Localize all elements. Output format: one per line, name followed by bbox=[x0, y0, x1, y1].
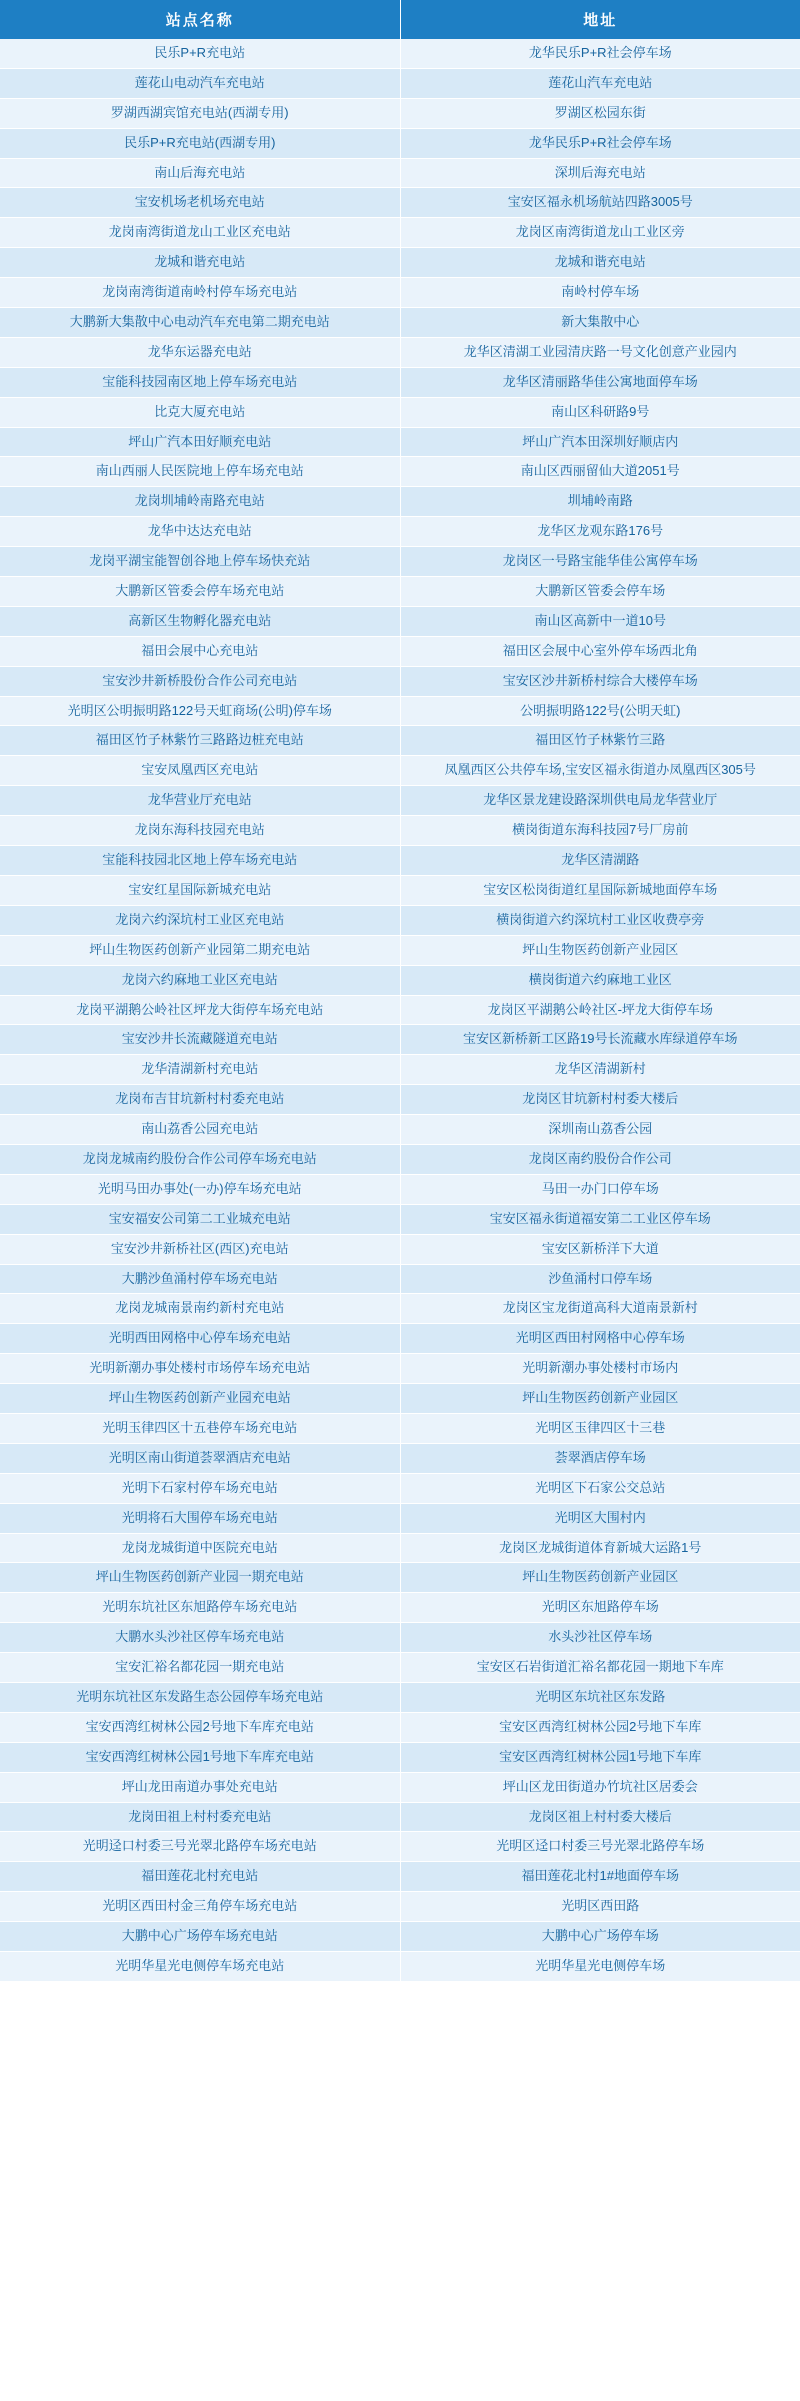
table-row bbox=[0, 1354, 800, 1384]
cell-station-name: 大鹏新区管委会停车场充电站 bbox=[0, 577, 400, 607]
cell-station-name: 坪山龙田南道办事处充电站 bbox=[0, 1772, 400, 1802]
cell-address: 大鹏新区管委会停车场 bbox=[400, 577, 800, 607]
cell-address: 坪山生物医药创新产业园区 bbox=[400, 935, 800, 965]
cell-address: 光明区西田路 bbox=[400, 1892, 800, 1922]
cell-address: 宝安区福永街道福安第二工业区停车场 bbox=[400, 1204, 800, 1234]
table-row bbox=[0, 1174, 800, 1204]
table-row bbox=[0, 696, 800, 726]
cell-station-name: 光明东坑社区东旭路停车场充电站 bbox=[0, 1593, 400, 1623]
table-row bbox=[0, 1204, 800, 1234]
cell-address: 罗湖区松园东街 bbox=[400, 98, 800, 128]
table-row bbox=[0, 846, 800, 876]
cell-station-name: 宝安沙井长流藏隧道充电站 bbox=[0, 1025, 400, 1055]
cell-address: 公明振明路122号(公明天虹) bbox=[400, 696, 800, 726]
cell-station-name: 光明下石家村停车场充电站 bbox=[0, 1473, 400, 1503]
table-row bbox=[0, 1952, 800, 1982]
table-row bbox=[0, 1682, 800, 1712]
cell-address: 福田区竹子林紫竹三路 bbox=[400, 726, 800, 756]
cell-station-name: 龙岗龙城街道中医院充电站 bbox=[0, 1533, 400, 1563]
cell-address: 大鹏中心广场停车场 bbox=[400, 1922, 800, 1952]
cell-address: 南山区科研路9号 bbox=[400, 397, 800, 427]
cell-address: 宝安区石岩街道汇裕名都花园一期地下车库 bbox=[400, 1653, 800, 1683]
table-row bbox=[0, 337, 800, 367]
cell-station-name: 龙城和谐充电站 bbox=[0, 248, 400, 278]
cell-station-name: 宝安汇裕名都花园一期充电站 bbox=[0, 1653, 400, 1683]
table-header bbox=[0, 0, 800, 39]
cell-address: 深圳后海充电站 bbox=[400, 158, 800, 188]
cell-address: 沙鱼涌村口停车场 bbox=[400, 1264, 800, 1294]
table-row bbox=[0, 517, 800, 547]
column-header-station-name: 站点名称 bbox=[0, 0, 400, 39]
cell-station-name: 光明华星光电侧停车场充电站 bbox=[0, 1952, 400, 1982]
table-row bbox=[0, 1892, 800, 1922]
cell-station-name: 南山后海充电站 bbox=[0, 158, 400, 188]
cell-address: 福田区会展中心室外停车场西北角 bbox=[400, 636, 800, 666]
cell-station-name: 光明将石大围停车场充电站 bbox=[0, 1503, 400, 1533]
cell-address: 龙城和谐充电站 bbox=[400, 248, 800, 278]
table-row bbox=[0, 1025, 800, 1055]
table-row bbox=[0, 158, 800, 188]
table-row bbox=[0, 278, 800, 308]
table-row bbox=[0, 1115, 800, 1145]
table-row bbox=[0, 1144, 800, 1174]
table-row bbox=[0, 875, 800, 905]
cell-station-name: 龙岗龙城南景南约新村充电站 bbox=[0, 1294, 400, 1324]
cell-address: 龙华区清丽路华佳公寓地面停车场 bbox=[400, 367, 800, 397]
cell-address: 坪山生物医药创新产业园区 bbox=[400, 1563, 800, 1593]
cell-address: 南山区高新中一道10号 bbox=[400, 606, 800, 636]
cell-address: 光明区迳口村委三号光翠北路停车场 bbox=[400, 1832, 800, 1862]
table-row bbox=[0, 1653, 800, 1683]
table-row bbox=[0, 218, 800, 248]
cell-address: 马田一办门口停车场 bbox=[400, 1174, 800, 1204]
table-row bbox=[0, 1712, 800, 1742]
cell-address: 横岗街道六约麻地工业区 bbox=[400, 965, 800, 995]
table-row bbox=[0, 1473, 800, 1503]
cell-station-name: 大鹏中心广场停车场充电站 bbox=[0, 1922, 400, 1952]
cell-address: 光明区玉律四区十三巷 bbox=[400, 1413, 800, 1443]
table-row bbox=[0, 457, 800, 487]
table-row bbox=[0, 39, 800, 68]
cell-address: 龙华民乐P+R社会停车场 bbox=[400, 39, 800, 68]
cell-address: 龙岗区甘坑新村村委大楼后 bbox=[400, 1085, 800, 1115]
table-row bbox=[0, 1862, 800, 1892]
cell-station-name: 光明区南山街道荟翠酒店充电站 bbox=[0, 1443, 400, 1473]
table-row bbox=[0, 487, 800, 517]
cell-station-name: 龙岗平湖鹅公岭社区坪龙大街停车场充电站 bbox=[0, 995, 400, 1025]
table-row bbox=[0, 606, 800, 636]
cell-station-name: 坪山生物医药创新产业园第二期充电站 bbox=[0, 935, 400, 965]
table-row bbox=[0, 1234, 800, 1264]
cell-station-name: 民乐P+R充电站(西湖专用) bbox=[0, 128, 400, 158]
table-row bbox=[0, 666, 800, 696]
cell-station-name: 宝安沙井新桥股份合作公司充电站 bbox=[0, 666, 400, 696]
table-row bbox=[0, 1085, 800, 1115]
cell-station-name: 龙岗圳埔岭南路充电站 bbox=[0, 487, 400, 517]
cell-address: 光明华星光电侧停车场 bbox=[400, 1952, 800, 1982]
cell-station-name: 宝安福安公司第二工业城充电站 bbox=[0, 1204, 400, 1234]
cell-station-name: 龙岗布吉甘坑新村村委充电站 bbox=[0, 1085, 400, 1115]
cell-station-name: 南山荔香公园充电站 bbox=[0, 1115, 400, 1145]
table-row bbox=[0, 1922, 800, 1952]
table-row bbox=[0, 577, 800, 607]
cell-address: 光明区下石家公交总站 bbox=[400, 1473, 800, 1503]
cell-address: 龙岗区龙城街道体育新城大运路1号 bbox=[400, 1533, 800, 1563]
cell-address: 龙岗区平湖鹅公岭社区-坪龙大街停车场 bbox=[400, 995, 800, 1025]
cell-station-name: 龙岗六约麻地工业区充电站 bbox=[0, 965, 400, 995]
cell-station-name: 大鹏水头沙社区停车场充电站 bbox=[0, 1623, 400, 1653]
cell-address: 龙华区清湖新村 bbox=[400, 1055, 800, 1085]
cell-address: 福田莲花北村1#地面停车场 bbox=[400, 1862, 800, 1892]
cell-address: 南岭村停车场 bbox=[400, 278, 800, 308]
column-header-address: 地址 bbox=[400, 0, 800, 39]
cell-address: 宝安区新桥洋下大道 bbox=[400, 1234, 800, 1264]
cell-station-name: 龙华东运器充电站 bbox=[0, 337, 400, 367]
cell-station-name: 宝安西湾红树林公园1号地下车库充电站 bbox=[0, 1742, 400, 1772]
table-row bbox=[0, 1264, 800, 1294]
table-row bbox=[0, 68, 800, 98]
table-row bbox=[0, 1503, 800, 1533]
table-row bbox=[0, 905, 800, 935]
cell-station-name: 宝安机场老机场充电站 bbox=[0, 188, 400, 218]
cell-station-name: 光明东坑社区东发路生态公园停车场充电站 bbox=[0, 1682, 400, 1712]
cell-station-name: 比克大厦充电站 bbox=[0, 397, 400, 427]
cell-station-name: 龙岗南湾街道南岭村停车场充电站 bbox=[0, 278, 400, 308]
table-row bbox=[0, 397, 800, 427]
table-row bbox=[0, 308, 800, 338]
cell-station-name: 宝安西湾红树林公园2号地下车库充电站 bbox=[0, 1712, 400, 1742]
cell-station-name: 光明迳口村委三号光翠北路停车场充电站 bbox=[0, 1832, 400, 1862]
cell-station-name: 光明西田网格中心停车场充电站 bbox=[0, 1324, 400, 1354]
cell-address: 深圳南山荔香公园 bbox=[400, 1115, 800, 1145]
table-row bbox=[0, 1413, 800, 1443]
table-row bbox=[0, 1772, 800, 1802]
table-body bbox=[0, 39, 800, 1981]
cell-station-name: 光明区西田村金三角停车场充电站 bbox=[0, 1892, 400, 1922]
cell-address: 莲花山汽车充电站 bbox=[400, 68, 800, 98]
cell-address: 光明新潮办事处楼村市场内 bbox=[400, 1354, 800, 1384]
table-row bbox=[0, 1055, 800, 1085]
table-row bbox=[0, 1384, 800, 1414]
cell-station-name: 宝安凤凰西区充电站 bbox=[0, 756, 400, 786]
table-row bbox=[0, 1324, 800, 1354]
cell-address: 坪山生物医药创新产业园区 bbox=[400, 1384, 800, 1414]
cell-address: 光明区西田村网格中心停车场 bbox=[400, 1324, 800, 1354]
cell-address: 宝安区松岗街道红星国际新城地面停车场 bbox=[400, 875, 800, 905]
table-row bbox=[0, 1623, 800, 1653]
table-row bbox=[0, 248, 800, 278]
cell-address: 龙岗区南湾街道龙山工业区旁 bbox=[400, 218, 800, 248]
table-row bbox=[0, 1533, 800, 1563]
cell-station-name: 福田区竹子林紫竹三路路边桩充电站 bbox=[0, 726, 400, 756]
cell-station-name: 福田会展中心充电站 bbox=[0, 636, 400, 666]
cell-station-name: 宝能科技园北区地上停车场充电站 bbox=[0, 846, 400, 876]
cell-address: 光明区东坑社区东发路 bbox=[400, 1682, 800, 1712]
table-row bbox=[0, 756, 800, 786]
cell-station-name: 光明马田办事处(一办)停车场充电站 bbox=[0, 1174, 400, 1204]
cell-address: 宝安区福永机场航站四路3005号 bbox=[400, 188, 800, 218]
cell-station-name: 民乐P+R充电站 bbox=[0, 39, 400, 68]
cell-address: 龙华民乐P+R社会停车场 bbox=[400, 128, 800, 158]
table-row bbox=[0, 367, 800, 397]
table-row bbox=[0, 786, 800, 816]
cell-station-name: 大鹏沙鱼涌村停车场充电站 bbox=[0, 1264, 400, 1294]
cell-address: 坪山广汽本田深圳好顺店内 bbox=[400, 427, 800, 457]
cell-address: 龙华区清湖路 bbox=[400, 846, 800, 876]
cell-station-name: 光明新潮办事处楼村市场停车场充电站 bbox=[0, 1354, 400, 1384]
table-row bbox=[0, 935, 800, 965]
cell-address: 水头沙社区停车场 bbox=[400, 1623, 800, 1653]
cell-address: 宝安区西湾红树林公园1号地下车库 bbox=[400, 1742, 800, 1772]
table-row bbox=[0, 1802, 800, 1832]
table-row bbox=[0, 636, 800, 666]
cell-address: 龙华区景龙建设路深圳供电局龙华营业厅 bbox=[400, 786, 800, 816]
cell-address: 宝安区西湾红树林公园2号地下车库 bbox=[400, 1712, 800, 1742]
cell-station-name: 坪山生物医药创新产业园一期充电站 bbox=[0, 1563, 400, 1593]
table-row bbox=[0, 816, 800, 846]
table-row bbox=[0, 547, 800, 577]
cell-address: 宝安区沙井新桥村综合大楼停车场 bbox=[400, 666, 800, 696]
cell-address: 光明区大围村内 bbox=[400, 1503, 800, 1533]
cell-address: 圳埔岭南路 bbox=[400, 487, 800, 517]
cell-station-name: 宝能科技园南区地上停车场充电站 bbox=[0, 367, 400, 397]
cell-address: 横岗街道六约深坑村工业区收费亭旁 bbox=[400, 905, 800, 935]
cell-station-name: 福田莲花北村充电站 bbox=[0, 1862, 400, 1892]
cell-station-name: 龙岗六约深坑村工业区充电站 bbox=[0, 905, 400, 935]
cell-station-name: 龙岗田祖上村村委充电站 bbox=[0, 1802, 400, 1832]
cell-address: 宝安区新桥新工区路19号长流藏水库绿道停车场 bbox=[400, 1025, 800, 1055]
cell-station-name: 坪山广汽本田好顺充电站 bbox=[0, 427, 400, 457]
cell-station-name: 罗湖西湖宾馆充电站(西湖专用) bbox=[0, 98, 400, 128]
cell-station-name: 龙华营业厅充电站 bbox=[0, 786, 400, 816]
cell-station-name: 龙岗龙城南约股份合作公司停车场充电站 bbox=[0, 1144, 400, 1174]
cell-station-name: 宝安沙井新桥社区(西区)充电站 bbox=[0, 1234, 400, 1264]
table-row bbox=[0, 1443, 800, 1473]
cell-station-name: 龙岗东海科技园充电站 bbox=[0, 816, 400, 846]
cell-station-name: 莲花山电动汽车充电站 bbox=[0, 68, 400, 98]
cell-address: 龙华区龙观东路176号 bbox=[400, 517, 800, 547]
cell-station-name: 高新区生物孵化器充电站 bbox=[0, 606, 400, 636]
cell-address: 横岗街道东海科技园7号厂房前 bbox=[400, 816, 800, 846]
cell-address: 新大集散中心 bbox=[400, 308, 800, 338]
cell-station-name: 龙华中达达充电站 bbox=[0, 517, 400, 547]
cell-address: 龙华区清湖工业园清庆路一号文化创意产业园内 bbox=[400, 337, 800, 367]
table-row bbox=[0, 1593, 800, 1623]
cell-address: 凤凰西区公共停车场,宝安区福永街道办凤凰西区305号 bbox=[400, 756, 800, 786]
cell-station-name: 光明玉律四区十五巷停车场充电站 bbox=[0, 1413, 400, 1443]
cell-station-name: 龙岗南湾街道龙山工业区充电站 bbox=[0, 218, 400, 248]
table-row bbox=[0, 1742, 800, 1772]
cell-station-name: 龙华清湖新村充电站 bbox=[0, 1055, 400, 1085]
table-row bbox=[0, 1832, 800, 1862]
table-header-row bbox=[0, 0, 800, 39]
cell-address: 龙岗区一号路宝能华佳公寓停车场 bbox=[400, 547, 800, 577]
cell-address: 荟翠酒店停车场 bbox=[400, 1443, 800, 1473]
table-row bbox=[0, 995, 800, 1025]
cell-station-name: 南山西丽人民医院地上停车场充电站 bbox=[0, 457, 400, 487]
cell-address: 坪山区龙田街道办竹坑社区居委会 bbox=[400, 1772, 800, 1802]
cell-station-name: 龙岗平湖宝能智创谷地上停车场快充站 bbox=[0, 547, 400, 577]
table-row bbox=[0, 1563, 800, 1593]
cell-address: 龙岗区南约股份合作公司 bbox=[400, 1144, 800, 1174]
cell-station-name: 光明区公明振明路122号天虹商场(公明)停车场 bbox=[0, 696, 400, 726]
table-row bbox=[0, 98, 800, 128]
cell-station-name: 大鹏新大集散中心电动汽车充电第二期充电站 bbox=[0, 308, 400, 338]
table-row bbox=[0, 427, 800, 457]
table-row bbox=[0, 1294, 800, 1324]
cell-address: 光明区东旭路停车场 bbox=[400, 1593, 800, 1623]
cell-address: 南山区西丽留仙大道2051号 bbox=[400, 457, 800, 487]
table-row bbox=[0, 188, 800, 218]
table-row bbox=[0, 128, 800, 158]
cell-address: 龙岗区祖上村村委大楼后 bbox=[400, 1802, 800, 1832]
cell-station-name: 宝安红星国际新城充电站 bbox=[0, 875, 400, 905]
cell-station-name: 坪山生物医药创新产业园充电站 bbox=[0, 1384, 400, 1414]
cell-address: 龙岗区宝龙街道高科大道南景新村 bbox=[400, 1294, 800, 1324]
table-row bbox=[0, 726, 800, 756]
table-row bbox=[0, 965, 800, 995]
